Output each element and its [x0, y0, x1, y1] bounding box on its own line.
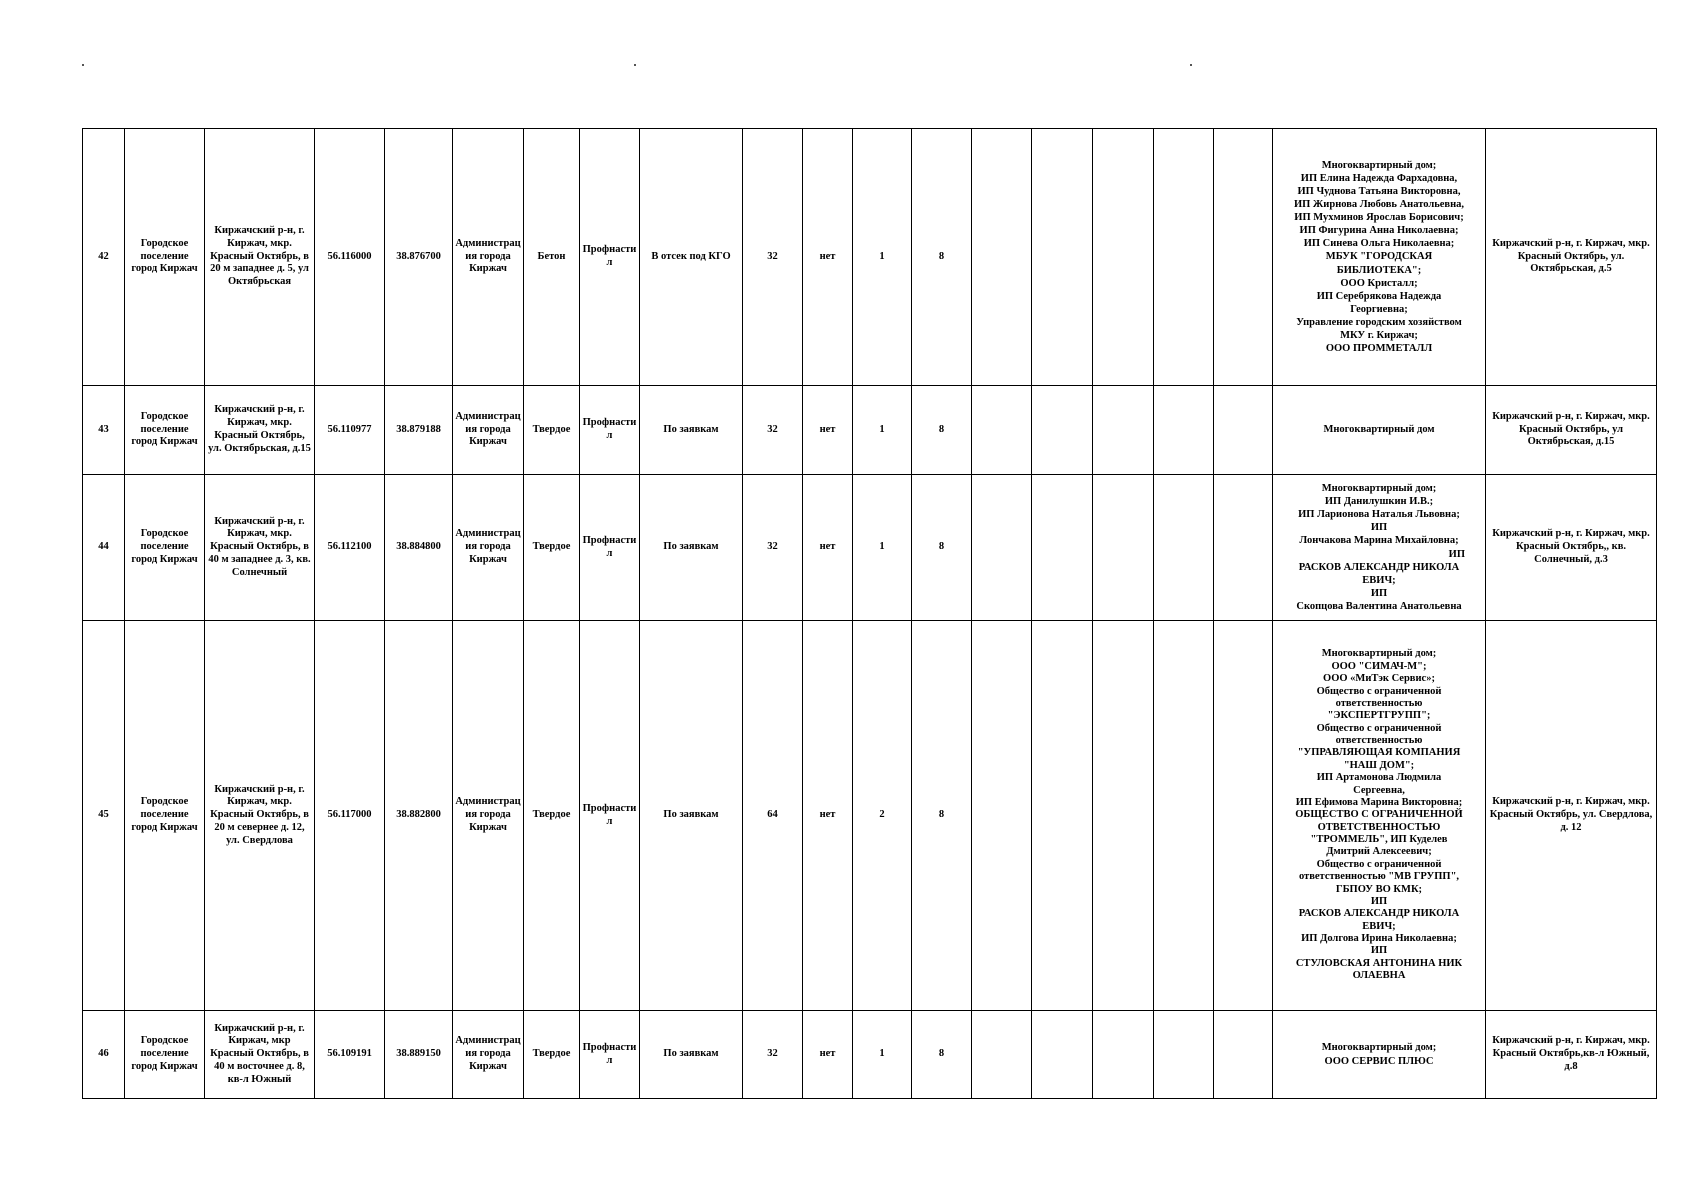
- owner-line: ИП Жирнова Любовь Анатольевна,: [1293, 199, 1465, 211]
- owner-line: СТУЛОВСКАЯ АНТОНИНА НИК: [1295, 957, 1463, 969]
- owner-line: ИП Серебрякова Надежда: [1316, 290, 1442, 302]
- empty-cell: [972, 129, 1032, 386]
- owner-line: "НАШ ДОМ";: [1343, 759, 1415, 771]
- owner-line: Многоквартирный дом;: [1321, 483, 1437, 495]
- containers-cell: 1: [853, 475, 912, 621]
- empty-cell: [1093, 129, 1154, 386]
- owner-line: Многоквартирный дом: [1323, 424, 1435, 436]
- owner-line: РАСКОВ АЛЕКСАНДР НИКОЛА: [1298, 908, 1460, 920]
- owner-line: ИП Долгова Ирина Николаевна;: [1301, 933, 1457, 945]
- roof-cell: нет: [803, 1011, 853, 1099]
- scan-dot-center: [634, 64, 636, 66]
- owner-line: ИП: [1448, 548, 1465, 560]
- longitude-cell: 38.876700: [385, 129, 453, 386]
- owners-cell: [1273, 1011, 1486, 1099]
- owner-line: ООО СЕРВИС ПЛЮС: [1324, 1055, 1434, 1067]
- owners-cell: [1273, 621, 1486, 1011]
- owner-line: ИП Артамонова Людмила: [1316, 772, 1442, 784]
- settlement-cell: Городское поселение город Киржач: [125, 386, 205, 475]
- volume-cell: 8: [912, 1011, 972, 1099]
- containers-cell: 1: [853, 1011, 912, 1099]
- owner-line: Многоквартирный дом;: [1321, 648, 1437, 660]
- longitude-cell: 38.882800: [385, 621, 453, 1011]
- area-cell: 32: [743, 386, 803, 475]
- latitude-cell: 56.109191: [315, 1011, 385, 1099]
- containers-cell: 1: [853, 386, 912, 475]
- surface-cell: Твердое: [524, 386, 580, 475]
- volume-cell: 8: [912, 621, 972, 1011]
- owner-line: Дмитрий Алексеевич;: [1326, 846, 1432, 858]
- row-number: 43: [83, 386, 125, 475]
- table-row: [83, 1011, 1657, 1099]
- owner-line: Многоквартирный дом;: [1321, 1042, 1437, 1054]
- owner-line: МКУ г. Киржач;: [1340, 329, 1418, 341]
- containers-cell: 1: [853, 129, 912, 386]
- empty-cell: [1154, 475, 1214, 621]
- location-cell: Киржачский р-н, г. Киржач, мкр. Красный Октябрь, ул. Октябрьская, д.15: [205, 386, 315, 475]
- owner-line: ответственностью "МВ ГРУПП",: [1298, 871, 1460, 883]
- surface-cell: Твердое: [524, 621, 580, 1011]
- owner-line: ООО Кристалл;: [1340, 277, 1418, 289]
- owner-line: РАСКОВ АЛЕКСАНДР НИКОЛА: [1298, 561, 1460, 573]
- containers-cell: 2: [853, 621, 912, 1011]
- scan-dot-right: [1190, 64, 1192, 66]
- empty-cell: [1214, 621, 1273, 1011]
- table-row: [83, 621, 1657, 1011]
- roof-cell: нет: [803, 129, 853, 386]
- owner-line: ИП Мухминов Ярослав Борисович;: [1294, 212, 1464, 224]
- operator-cell: Администрация города Киржач: [453, 475, 524, 621]
- empty-cell: [972, 1011, 1032, 1099]
- owner-line: ИП: [1370, 895, 1388, 907]
- area-cell: 64: [743, 621, 803, 1011]
- empty-cell: [972, 386, 1032, 475]
- owner-line: ИП Данилушкин И.В.;: [1324, 496, 1434, 508]
- settlement-cell: Городское поселение город Киржач: [125, 621, 205, 1011]
- owner-line: Скопцова Валентина Анатольевна: [1296, 600, 1462, 612]
- empty-cell: [1032, 475, 1093, 621]
- empty-cell: [1032, 129, 1093, 386]
- owner-line: ИП Фигурина Анна Николаевна;: [1299, 225, 1459, 237]
- table-row: [83, 475, 1657, 621]
- volume-cell: 8: [912, 129, 972, 386]
- latitude-cell: 56.117000: [315, 621, 385, 1011]
- area-cell: 32: [743, 475, 803, 621]
- owner-line: Георгиевна;: [1350, 303, 1408, 315]
- owner-line: ответственностью: [1335, 697, 1423, 709]
- owner-line: ИП Чуднова Татьяна Викторовна,: [1297, 186, 1461, 198]
- empty-cell: [1214, 475, 1273, 621]
- location-cell: Киржачский р-н, г. Киржач, мкр. Красный Октябрь, в 20 м севернее д. 12, ул. Свердлова: [205, 621, 315, 1011]
- owner-line: "УПРАВЛЯЮЩАЯ КОМПАНИЯ: [1297, 747, 1461, 759]
- waste-sites-register-table: [82, 128, 1657, 1099]
- longitude-cell: 38.879188: [385, 386, 453, 475]
- owner-line: "ТРОММЕЛЬ", ИП Куделев: [1310, 834, 1448, 846]
- schedule-cell: По заявкам: [640, 1011, 743, 1099]
- schedule-cell: В отсек под КГО: [640, 129, 743, 386]
- scan-dot-left: [82, 64, 84, 66]
- owner-line: Лончакова Марина Михайловна;: [1299, 535, 1459, 547]
- empty-cell: [1214, 1011, 1273, 1099]
- empty-cell: [1093, 1011, 1154, 1099]
- owner-line: ИП Ларионова Наталья Львовна;: [1298, 509, 1460, 521]
- empty-cell: [1214, 386, 1273, 475]
- schedule-cell: По заявкам: [640, 386, 743, 475]
- source-address-cell: Киржачский р-н, г. Киржач, мкр. Красный Октябрь, ул. Октябрьская, д.5: [1486, 129, 1657, 386]
- settlement-cell: Городское поселение город Киржач: [125, 129, 205, 386]
- owner-line: Общество с ограниченной: [1316, 685, 1442, 697]
- longitude-cell: 38.884800: [385, 475, 453, 621]
- owner-line: ИП Ефимова Марина Викторовна;: [1295, 796, 1463, 808]
- owner-line: ООО "СИМАЧ-М";: [1331, 660, 1427, 672]
- area-cell: 32: [743, 1011, 803, 1099]
- empty-cell: [972, 475, 1032, 621]
- roof-cell: нет: [803, 386, 853, 475]
- owner-line: ОЛАЕВНА: [1352, 970, 1406, 982]
- owner-line: МБУК "ГОРОДСКАЯ: [1325, 251, 1433, 263]
- owner-line: Управление городским хозяйством: [1296, 316, 1462, 328]
- owner-line: ИП Синева Ольга Николаевна;: [1303, 238, 1455, 250]
- latitude-cell: 56.116000: [315, 129, 385, 386]
- owner-line: ГБПОУ ВО КМК;: [1335, 883, 1423, 895]
- row-number: 45: [83, 621, 125, 1011]
- row-number: 42: [83, 129, 125, 386]
- empty-cell: [1154, 386, 1214, 475]
- owner-line: ИП: [1370, 945, 1388, 957]
- fence-cell: Профнастил: [580, 1011, 640, 1099]
- empty-cell: [1032, 1011, 1093, 1099]
- owner-line: ИП Елина Надежда Фархадовна,: [1300, 173, 1458, 185]
- settlement-cell: Городское поселение город Киржач: [125, 475, 205, 621]
- owner-line: Сергеевна,: [1353, 784, 1405, 796]
- settlement-cell: Городское поселение город Киржач: [125, 1011, 205, 1099]
- empty-cell: [1214, 129, 1273, 386]
- operator-cell: Администрация города Киржач: [453, 129, 524, 386]
- source-address-cell: Киржачский р-н, г. Киржач, мкр. Красный Октябрь,кв-л Южный, д.8: [1486, 1011, 1657, 1099]
- volume-cell: 8: [912, 475, 972, 621]
- surface-cell: Твердое: [524, 1011, 580, 1099]
- empty-cell: [1093, 621, 1154, 1011]
- owner-line: ООО «МиТэк Сервис»;: [1323, 673, 1435, 685]
- fence-cell: Профнастил: [580, 621, 640, 1011]
- table-row: [83, 386, 1657, 475]
- fence-cell: Профнастил: [580, 129, 640, 386]
- empty-cell: [1154, 621, 1214, 1011]
- surface-cell: Бетон: [524, 129, 580, 386]
- location-cell: Киржачский р-н, г. Киржач, мкр Красный Октябрь, в 40 м восточнее д. 8, кв-л Южный: [205, 1011, 315, 1099]
- latitude-cell: 56.112100: [315, 475, 385, 621]
- fence-cell: Профнастил: [580, 386, 640, 475]
- schedule-cell: По заявкам: [640, 475, 743, 621]
- owner-line: ИП: [1370, 522, 1388, 534]
- source-address-cell: Киржачский р-н, г. Киржач, мкр. Красный Октябрь, ул Октябрьская, д.15: [1486, 386, 1657, 475]
- schedule-cell: По заявкам: [640, 621, 743, 1011]
- empty-cell: [1093, 386, 1154, 475]
- owner-line: ответственностью: [1335, 735, 1423, 747]
- owner-line: ОБЩЕСТВО С ОГРАНИЧЕННОЙ: [1295, 809, 1463, 821]
- owner-line: Общество с ограниченной: [1316, 858, 1442, 870]
- volume-cell: 8: [912, 386, 972, 475]
- empty-cell: [972, 621, 1032, 1011]
- owner-line: Общество с ограниченной: [1316, 722, 1442, 734]
- owner-line: БИБЛИОТЕКА";: [1336, 264, 1422, 276]
- owner-line: "ЭКСПЕРТГРУПП";: [1327, 710, 1431, 722]
- operator-cell: Администрация города Киржач: [453, 1011, 524, 1099]
- empty-cell: [1093, 475, 1154, 621]
- owner-line: ИП: [1370, 587, 1388, 599]
- owner-line: ЕВИЧ;: [1362, 574, 1396, 586]
- row-number: 46: [83, 1011, 125, 1099]
- area-cell: 32: [743, 129, 803, 386]
- source-address-cell: Киржачский р-н, г. Киржач, мкр. Красный Октябрь, ул. Свердлова, д. 12: [1486, 621, 1657, 1011]
- roof-cell: нет: [803, 621, 853, 1011]
- owners-cell: [1273, 386, 1486, 475]
- owner-line: ООО ПРОММЕТАЛЛ: [1325, 342, 1433, 354]
- latitude-cell: 56.110977: [315, 386, 385, 475]
- owner-line: Многоквартирный дом;: [1321, 160, 1437, 172]
- empty-cell: [1032, 621, 1093, 1011]
- empty-cell: [1032, 386, 1093, 475]
- operator-cell: Администрация города Киржач: [453, 621, 524, 1011]
- empty-cell: [1154, 129, 1214, 386]
- location-cell: Киржачский р-н, г. Киржач, мкр. Красный Октябрь, в 20 м западнее д. 5, ул Октябрьская: [205, 129, 315, 386]
- owner-line: ЕВИЧ;: [1362, 920, 1396, 932]
- fence-cell: Профнастил: [580, 475, 640, 621]
- surface-cell: Твердое: [524, 475, 580, 621]
- empty-cell: [1154, 1011, 1214, 1099]
- source-address-cell: Киржачский р-н, г. Киржач, мкр. Красный Октябрь,, кв. Солнечный, д.3: [1486, 475, 1657, 621]
- operator-cell: Администрация города Киржач: [453, 386, 524, 475]
- longitude-cell: 38.889150: [385, 1011, 453, 1099]
- roof-cell: нет: [803, 475, 853, 621]
- owner-line: ОТВЕТСТВЕННОСТЬЮ: [1317, 821, 1441, 833]
- owners-cell: [1273, 475, 1486, 621]
- owners-cell: [1273, 129, 1486, 386]
- location-cell: Киржачский р-н, г. Киржач, мкр. Красный Октябрь, в 40 м западнее д. 3, кв. Солнечный: [205, 475, 315, 621]
- row-number: 44: [83, 475, 125, 621]
- table-row: [83, 129, 1657, 386]
